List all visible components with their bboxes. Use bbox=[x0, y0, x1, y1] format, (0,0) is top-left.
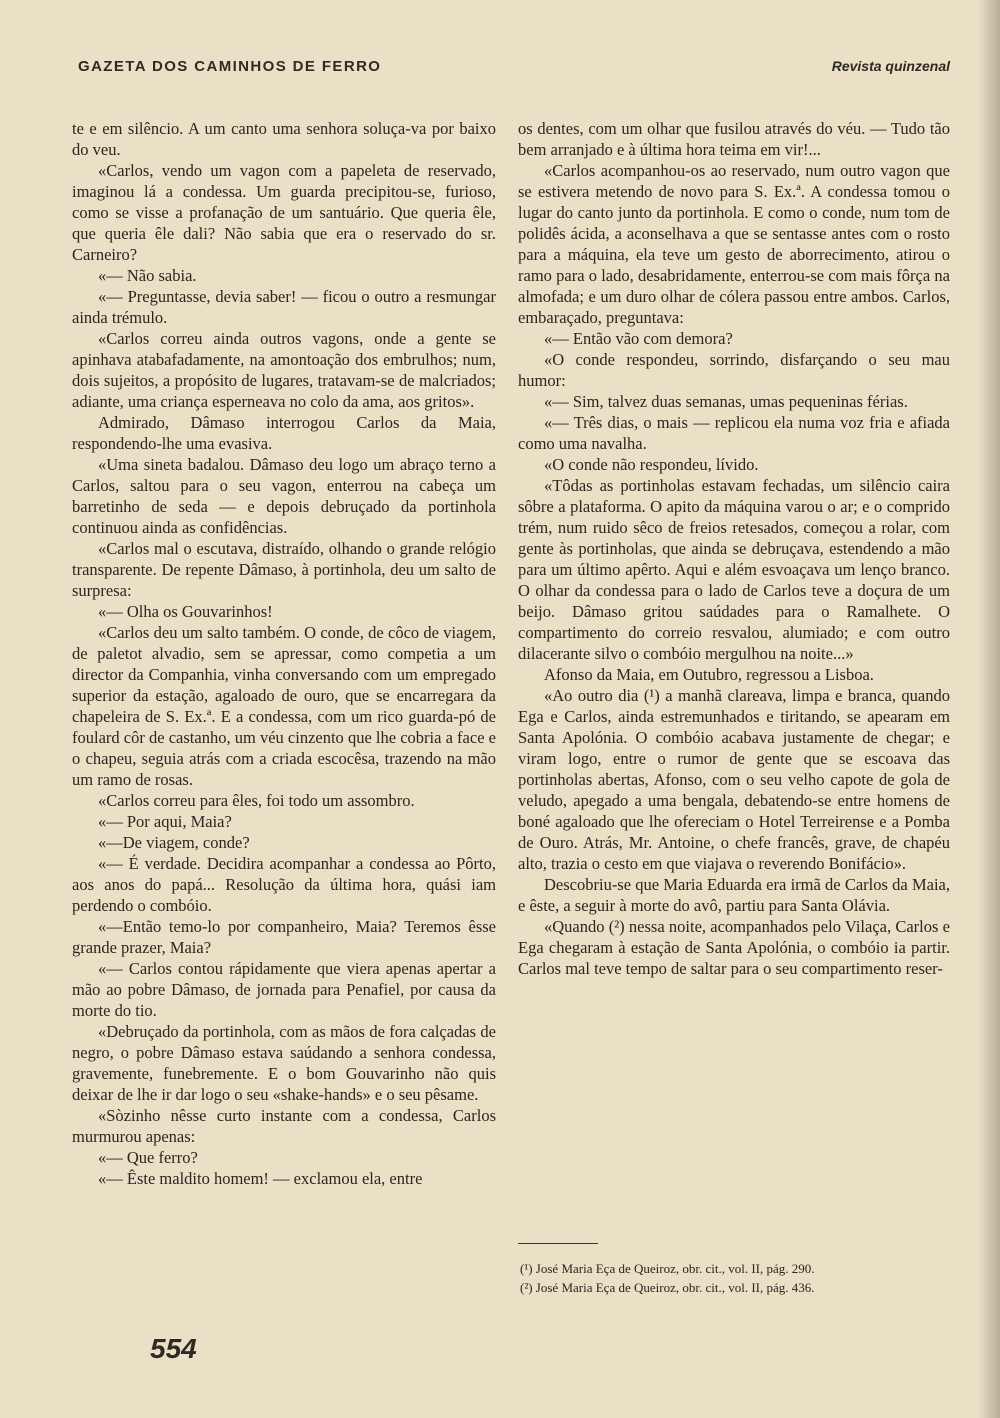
paragraph: «Carlos acompanhou-os ao reservado, num outro vagon que se estivera metendo de novo para S. Ex.ª. A condessa tomou o lugar do canto junto da portinhola. E como o conde, num tom de polidês ácida, a aconselhava a que se sentasse antes com o rosto para a máquina, ela teve um gesto de aborrecimento, atirou o ramo para o lado, desabridamente, enterrou-se com mais fôrça na almofada; e um duro olhar de cólera passou entre ambos. Carlos, embaraçado, preguntava: bbox=[518, 161, 950, 327]
paragraph: «— Carlos contou rápidamente que viera apenas apertar a mão ao pobre Dâmaso, de jornada para Penafiel, por causa da morte do tio. bbox=[72, 959, 496, 1020]
paragraph: «Sòzinho nêsse curto instante com a condessa, Carlos murmurou apenas: bbox=[72, 1106, 496, 1146]
paragraph: «Carlos correu ainda outros vagons, onde a gente se apinhava atabafadamente, na amontoação dos embrulhos; num, dois sujeitos, a propósito de lugares, tratavam-se de malcriados; adiante, uma criança esperneava no colo da ama, aos gritos». bbox=[72, 329, 496, 411]
paragraph: «Carlos, vendo um vagon com a papeleta de reservado, imaginou lá a condessa. Um guarda precipitou-se, furioso, como se visse a profanação de um santuário. Que queria êle, que queria êle dali? Não sabia que era o reservado do sr. Carneiro? bbox=[72, 161, 496, 264]
page-edge-shadow bbox=[978, 0, 1000, 1418]
paragraph: «— Não sabia. bbox=[98, 266, 197, 285]
paragraph: «Uma sineta badalou. Dâmaso deu logo um abraço terno a Carlos, saltou para o seu vagon, enterrou na cabeça um barretinho de seda — e depois debruçado da portinhola continuou ainda as confidências. bbox=[72, 455, 496, 537]
paragraph: «Tôdas as portinholas estavam fechadas, um silêncio caira sôbre a plataforma. O apito da máquina varou o ar; e o comprido trém, num ruido sêco de freios retesados, começou a rolar, com gente às portinholas, que ainda se debruçava, estendendo a mão para um último apêrto. Aqui e além esvoaçava um lenço branco. O olhar da condessa para o lado de Carlos teve a doçura de um beijo. Dâmaso gritou saúdades para o Ramalhete. O compartimento do correio resvalou, alumiado; e com outro dilacerante silvo o combóio mergulhou na noite...» bbox=[518, 476, 950, 663]
paragraph: «— Então vão com demora? bbox=[544, 329, 733, 348]
paragraph: «Quando (²) nessa noite, acompanhados pelo Vilaça, Carlos e Ega chegaram à estação de Santa Apolónia, o combóio ia partir. Carlos mal teve tempo de saltar para o seu compartimento reser- bbox=[518, 917, 950, 978]
paragraph: «— Três dias, o mais — replicou ela numa voz fria e afiada como uma navalha. bbox=[518, 413, 950, 453]
paragraph: «— Sim, talvez duas semanas, umas pequeninas férias. bbox=[544, 392, 908, 411]
paragraph: «— Olha os Gouvarinhos! bbox=[98, 602, 273, 621]
footnote-divider bbox=[518, 1243, 598, 1244]
paragraph: «— Preguntasse, devia saber! — ficou o outro a resmungar ainda trémulo. bbox=[72, 287, 496, 327]
running-header bbox=[78, 58, 950, 84]
paragraph: «Debruçado da portinhola, com as mãos de fora calçadas de negro, o pobre Dâmaso estava saúdando a senhora condessa, gravemente, funebremente. E o bom Gouvarinho não quis deixar de lhe ir dar logo o seu «shake-hands» e o seu pêsame. bbox=[72, 1022, 496, 1104]
paragraph: «Carlos correu para êles, foi todo um assombro. bbox=[98, 791, 415, 810]
paragraph: «— Êste maldito homem! — exclamou ela, entre bbox=[98, 1169, 423, 1188]
right-text-column bbox=[518, 118, 950, 979]
paragraph: «— Por aqui, Maia? bbox=[98, 812, 232, 831]
paragraph: Afonso da Maia, em Outubro, regressou a Lisboa. bbox=[544, 665, 874, 684]
footnote: (¹) José Maria Eça de Queiroz, obr. cit., vol. II, pág. 290. bbox=[520, 1261, 815, 1276]
journal-subtitle: Revista quinzenal bbox=[831, 58, 950, 74]
paragraph: os dentes, com um olhar que fusilou através do véu. — Tudo tão bem arranjado e à última hora teima em vir!... bbox=[518, 119, 950, 159]
paragraph: te e em silêncio. A um canto uma senhora soluça-va por baixo do veu. bbox=[72, 119, 496, 159]
page-number: 554 bbox=[150, 1333, 197, 1364]
paragraph: «Ao outro dia (¹) a manhã clareava, limpa e branca, quando Ega e Carlos, ainda estremunhados e tiritando, se apearam em Santa Apolónia. O combóio acabava justamente de chegar; e viram logo, entre o rumor de gente que se escoava das portinholas abertas, Afonso, com o seu velho capote de gola de veludo, apegado a uma bengala, debatendo-se entre homens de boné agaloado que lhe ofereciam o Hotel Terreirense e a Pomba de Ouro. Atrás, Mr. Antoine, o chefe francês, grave, de chapéu alto, trazia o cesto em que viajava o reverendo Bonifácio». bbox=[518, 686, 950, 873]
paragraph: «Carlos mal o escutava, distraído, olhando o grande relógio transparente. De repente Dâmaso, à portinhola, deu um salto de surpresa: bbox=[72, 539, 496, 600]
paragraph: «—De viagem, conde? bbox=[98, 833, 250, 852]
paragraph: «— Que ferro? bbox=[98, 1148, 198, 1167]
left-text-column bbox=[72, 118, 496, 1189]
paragraph: «O conde respondeu, sorrindo, disfarçando o seu mau humor: bbox=[518, 350, 950, 390]
footnotes bbox=[500, 1260, 945, 1298]
paragraph: «—Então temo-lo por companheiro, Maia? Teremos êsse grande prazer, Maia? bbox=[72, 917, 496, 957]
paragraph: Descobriu-se que Maria Eduarda era irmã de Carlos da Maia, e êste, a seguir à morte do avô, partiu para Santa Olávia. bbox=[518, 875, 950, 915]
footnote: (²) José Maria Eça de Queiroz, obr. cit., vol. II, pág. 436. bbox=[520, 1280, 815, 1295]
paragraph: Admirado, Dâmaso interrogou Carlos da Maia, respondendo-lhe uma evasiva. bbox=[72, 413, 496, 453]
journal-title: GAZETA DOS CAMINHOS DE FERRO bbox=[78, 58, 382, 75]
paragraph: «Carlos deu um salto também. O conde, de côco de viagem, de paletot alvadio, sem se apressar, como competia a um director da Companhia, vinha conversando com um empregado superior da estação, agaloado de ouro, que se encarregara da chapeleira de S. Ex.ª. E a condessa, com um rico guarda-pó de foulard côr de castanho, um véu cinzento que lhe cobria a face e o chapeu, seguia atrás com a criada escocêsa, trazendo na mão um ramo de rosas. bbox=[72, 623, 496, 789]
paragraph: «— É verdade. Decidira acompanhar a condessa ao Pôrto, aos anos do papá... Resolução da última hora, quási iam perdendo o combóio. bbox=[72, 854, 496, 915]
paragraph: «O conde não respondeu, lívido. bbox=[544, 455, 759, 474]
